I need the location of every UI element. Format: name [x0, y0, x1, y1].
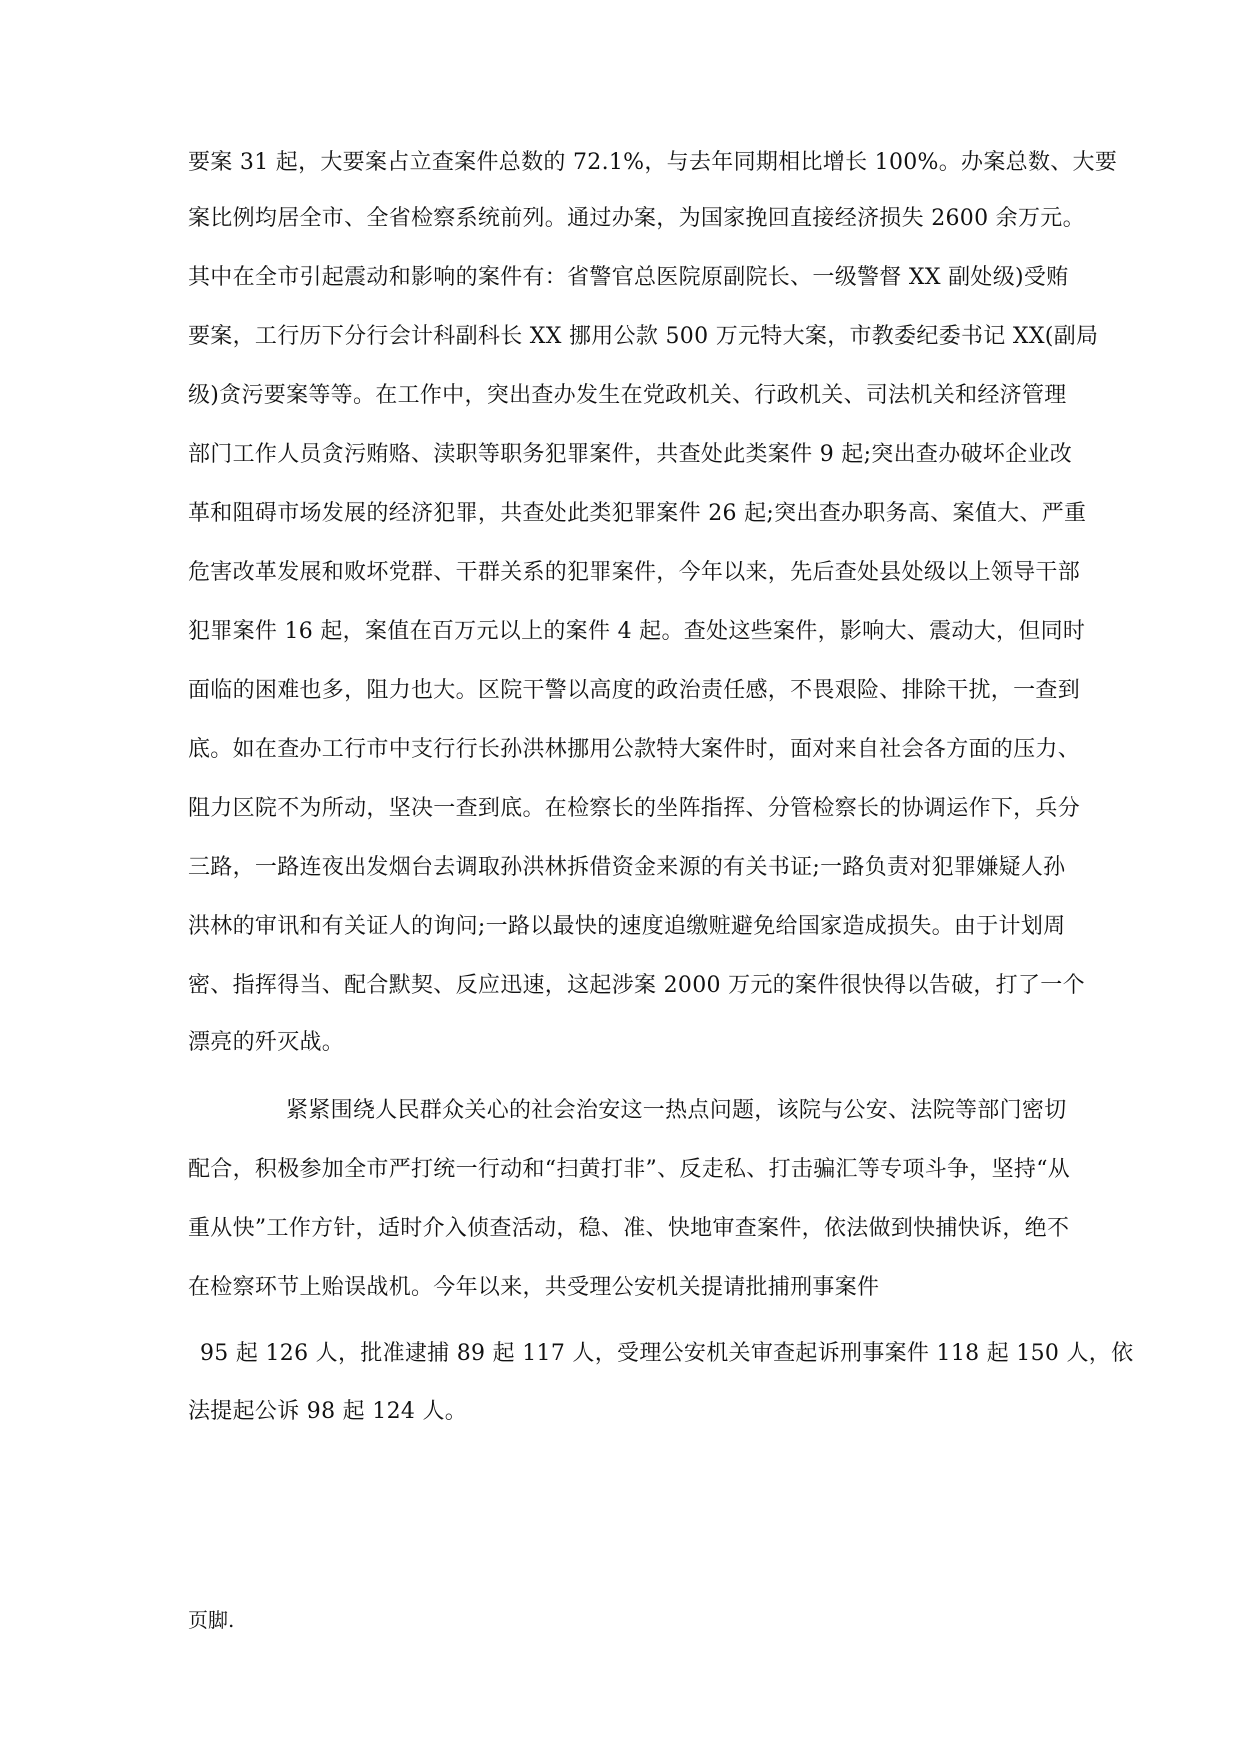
text-line: 犯罪案件 16 起，案值在百万元以上的案件 4 起。查处这些案件，影响大、震动大，但同时: [188, 619, 1086, 644]
text-line: 配合，积极参加全市严打统一行动和“扫黄打非”、反走私、打击骗汇等专项斗争，坚持“从: [188, 1157, 1071, 1182]
text-line: 漂亮的歼灭战。: [188, 1030, 345, 1055]
text-line: 面临的困难也多，阻力也大。区院干警以高度的政治责任感，不畏艰险、排除干扰，一查到: [188, 678, 1081, 703]
text-line: 部门工作人员贪污贿赂、渎职等职务犯罪案件，共查处此类案件 9 起;突出查办破坏企业改: [188, 442, 1072, 467]
text-line: 重从快”工作方针，适时介入侦查活动，稳、准、快地审查案件，依法做到快捕快诉，绝不: [188, 1216, 1070, 1241]
text-line: 案比例均居全市、全省检察系统前列。通过办案，为国家挽回直接经济损失 2600 余万元。: [188, 206, 1085, 231]
text-line: 紧紧围绕人民群众关心的社会治安这一热点问题，该院与公安、法院等部门密切: [286, 1098, 1067, 1123]
text-line: 在检察环节上贻误战机。今年以来，共受理公安机关提请批捕刑事案件: [188, 1275, 880, 1300]
text-line: 危害改革发展和败坏党群、干群关系的犯罪案件，今年以来，先后查处县处级以上领导干部: [188, 560, 1081, 585]
text-line: 法提起公诉 98 起 124 人。: [188, 1399, 468, 1424]
text-line: 要案，工行历下分行会计科副科长 XX 挪用公款 500 万元特大案，市教委纪委书记 XX(副局: [188, 324, 1099, 349]
text-line: 底。如在查办工行市中支行行长孙洪林挪用公款特大案件时，面对来自社会各方面的压力、: [188, 737, 1081, 762]
text-line: 级)贪污要案等等。在工作中，突出查办发生在党政机关、行政机关、司法机关和经济管理: [188, 383, 1067, 408]
text-line: 其中在全市引起震动和影响的案件有：省警官总医院原副院长、一级警督 XX 副处级)受贿: [188, 265, 1069, 290]
page-footer: 页脚.: [188, 1608, 235, 1632]
text-line: 革和阻碍市场发展的经济犯罪，共查处此类犯罪案件 26 起;突出查办职务高、案值大、严重: [188, 501, 1087, 526]
text-line: 三路，一路连夜出发烟台去调取孙洪林拆借资金来源的有关书证;一路负责对犯罪嫌疑人孙: [188, 855, 1066, 880]
text-line: 95 起 126 人，批准逮捕 89 起 117 人，受理公安机关审查起诉刑事案件 118 起 150 人，依: [200, 1341, 1134, 1366]
text-line: 密、指挥得当、配合默契、反应迅速，这起涉案 2000 万元的案件很快得以告破，打了一个: [188, 973, 1085, 998]
text-line: 要案 31 起，大要案占立查案件总数的 72.1%，与去年同期相比增长 100%。办案总数、大要: [188, 150, 1118, 175]
text-line: 阻力区院不为所动，坚决一查到底。在检察长的坐阵指挥、分管检察长的协调运作下，兵分: [188, 796, 1081, 821]
text-line: 洪林的审讯和有关证人的询问;一路以最快的速度追缴赃避免给国家造成损失。由于计划周: [188, 914, 1066, 939]
